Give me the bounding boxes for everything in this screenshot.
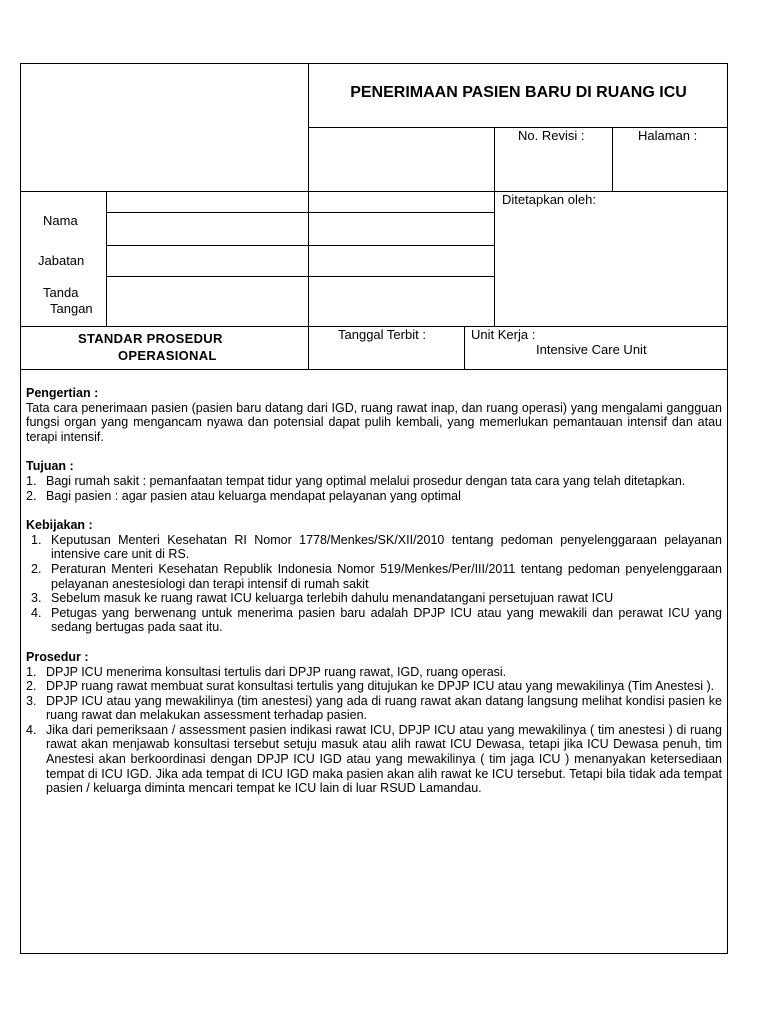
unit-kerja-label: Unit Kerja : bbox=[471, 327, 536, 342]
list-text: DPJP ICU menerima konsultasi tertulis dari DPJP ruang rawat, IGD, ruang operasi. bbox=[46, 664, 507, 679]
halaman-label: Halaman : bbox=[638, 128, 698, 143]
list-number: 4. bbox=[26, 722, 37, 737]
grid-line bbox=[494, 127, 495, 327]
list-number: 2. bbox=[26, 679, 37, 694]
list-text: Keputusan Menteri Kesehatan RI Nomor 1778/Menkes/SK/XII/2010 tentang pedoman penyelenggaraan pelayanan intensive care unit di RS. bbox=[51, 532, 722, 562]
list-text: Petugas yang berwenang untuk menerima pasien baru adalah DPJP ICU atau yang mewakili dan perawat ICU yang sedang bertugas pada saat itu. bbox=[51, 605, 722, 635]
grid-line bbox=[20, 191, 728, 192]
list-number: 4. bbox=[31, 605, 42, 620]
list-text: Peraturan Menteri Kesehatan Republik Indonesia Nomor 519/Menkes/Per/III/2011 tentang pedoman penyelenggaraan pelayanan anestesiologi dan terapi intensif di rumah sakit bbox=[51, 561, 722, 591]
list-text: DPJP ruang rawat membuat surat konsultasi tertulis yang ditujukan ke DPJP ICU atau yang mewakilinya (Tim Anestesi ). bbox=[46, 679, 715, 694]
tangan-label: Tangan bbox=[50, 301, 93, 316]
grid-line bbox=[612, 127, 613, 191]
pengertian-text: Tata cara penerimaan pasien (pasien baru datang dari IGD, ruang rawat inap, dan ruang operasi) yang mengalami gangguan fungsi organ yang mengancam nyawa dan potensial dapat pulih kembali, yang memerlukan pemantauan intensif dan atau terapi intensif. bbox=[26, 400, 722, 444]
list-item bbox=[26, 562, 722, 591]
nama-label: Nama bbox=[43, 213, 78, 228]
list-text: Jika dari pemeriksaan / assessment pasien indikasi rawat ICU, DPJP ICU atau yang mewakilinya ( tim anestesi ) di ruang rawat akan menjawab konsultasi tersebut setuju masuk atau alih rawat ICU Dewasa, tetapi jika ICU Dewasa penuh, tim Anestesi akan berkoordinasi dengan DPJP ICU IGD atau yang mewakilinya ( tim jaga ICU ) menanyakan ketersediaan tempat di ICU IGD. Jika ada tempat di ICU IGD maka pasien akan alih rawat ke ICU tersebut. Tetapi bila tidak ada tempat pasien / keluarga diminta mencari tempat ke ICU lain di luar RSUD Lamandau. bbox=[46, 722, 722, 796]
document-body bbox=[26, 386, 722, 796]
grid-line bbox=[106, 245, 494, 246]
list-number: 1. bbox=[26, 664, 37, 679]
jabatan-label: Jabatan bbox=[38, 253, 85, 268]
unit-kerja-value: Intensive Care Unit bbox=[536, 342, 647, 357]
document-title: PENERIMAAN PASIEN BARU DI RUANG ICU bbox=[350, 84, 687, 101]
sop-line-2: OPERASIONAL bbox=[118, 348, 217, 363]
list-item bbox=[26, 723, 722, 796]
grid-line bbox=[20, 369, 728, 370]
prosedur-heading: Prosedur : bbox=[26, 649, 89, 664]
list-item bbox=[26, 694, 722, 723]
list-item bbox=[26, 474, 722, 489]
grid-line bbox=[308, 63, 309, 369]
list-item bbox=[26, 665, 722, 680]
grid-line bbox=[464, 326, 465, 369]
list-number: 3. bbox=[31, 591, 42, 606]
grid-line bbox=[106, 212, 494, 213]
list-number: 2. bbox=[26, 488, 37, 503]
kebijakan-heading: Kebijakan : bbox=[26, 518, 93, 533]
tujuan-heading: Tujuan : bbox=[26, 459, 74, 474]
list-text: Sebelum masuk ke ruang rawat ICU keluarga terlebih dahulu menandatangani persetujuan rawat ICU bbox=[51, 591, 614, 606]
tanggal-terbit-label: Tanggal Terbit : bbox=[338, 327, 426, 342]
tanda-label: Tanda bbox=[43, 285, 79, 300]
list-number: 2. bbox=[31, 561, 42, 576]
list-number: 3. bbox=[26, 693, 37, 708]
list-item bbox=[26, 679, 722, 694]
grid-line bbox=[106, 276, 494, 277]
list-item bbox=[26, 489, 722, 504]
list-number: 1. bbox=[31, 532, 42, 547]
list-item bbox=[26, 591, 722, 606]
list-number: 1. bbox=[26, 473, 37, 488]
list-text: Bagi rumah sakit : pemanfaatan tempat tidur yang optimal melalui prosedur dengan tata cara yang telah ditetapkan. bbox=[46, 473, 686, 488]
sop-line-1: STANDAR PROSEDUR bbox=[78, 331, 223, 346]
list-text: DPJP ICU atau yang mewakilinya (tim anestesi) yang ada di ruang rawat akan datang langsung melihat kondisi pasien ke ruang rawat dan melakukan assessment terhadap pasien. bbox=[46, 693, 722, 723]
list-item bbox=[26, 533, 722, 562]
no-revisi-label: No. Revisi : bbox=[518, 128, 585, 143]
pengertian-heading: Pengertian : bbox=[26, 386, 99, 400]
list-text: Bagi pasien : agar pasien atau keluarga mendapat pelayanan yang optimal bbox=[46, 488, 461, 503]
list-item bbox=[26, 606, 722, 635]
ditetapkan-label: Ditetapkan oleh: bbox=[502, 192, 596, 207]
